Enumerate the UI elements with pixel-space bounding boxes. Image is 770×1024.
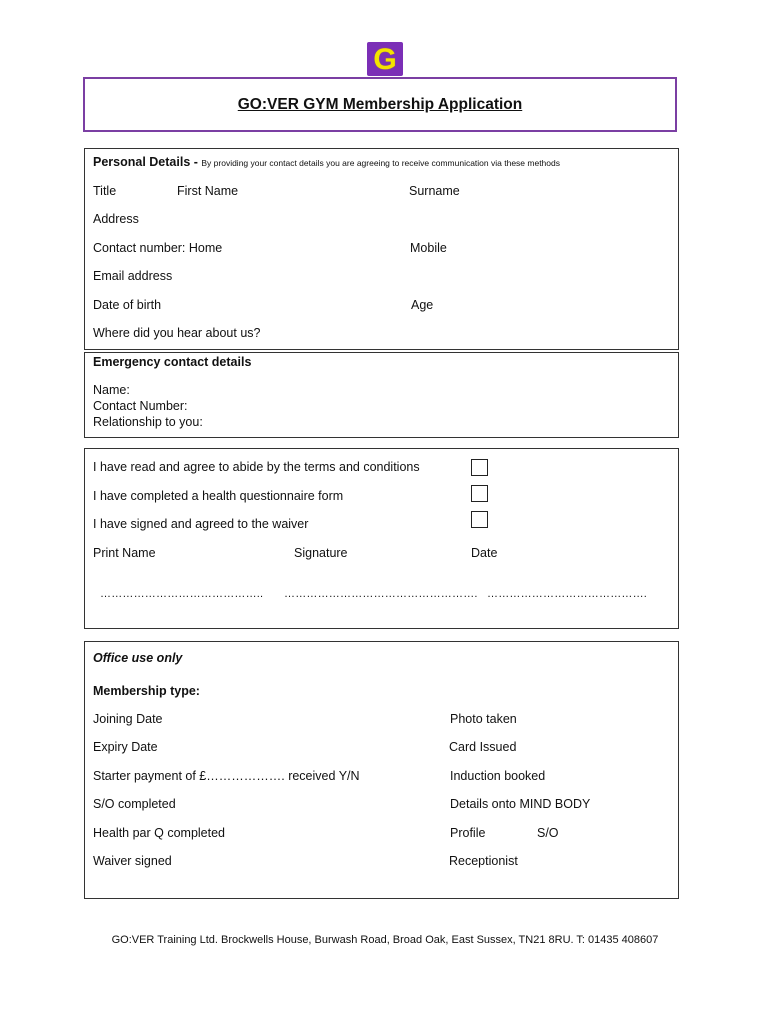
home-contact-field[interactable]: Contact number: Home [93, 241, 223, 255]
signature-line[interactable]: ……………………………………………. [284, 588, 478, 600]
health-questionnaire-checkbox[interactable] [471, 485, 488, 502]
mobile-field[interactable]: Mobile [410, 241, 447, 255]
card-issued-field[interactable]: Card Issued [449, 740, 517, 754]
personal-details-heading-line [93, 155, 560, 169]
date-label: Date [471, 546, 498, 560]
waiver-checkbox[interactable] [471, 511, 488, 528]
so-field[interactable]: S/O [537, 826, 559, 840]
first-name-field[interactable]: First Name [177, 184, 239, 198]
personal-details-note: By providing your contact details you are agreeing to receive communication via these methods [201, 158, 560, 168]
print-name-label: Print Name [93, 546, 156, 560]
terms-checkbox[interactable] [471, 459, 488, 476]
footer-address: GO:VER Training Ltd. Brockwells House, Burwash Road, Broad Oak, East Sussex, TN21 8RU. T: 01435 408607 [111, 934, 659, 946]
personal-details-heading: Personal Details - [93, 155, 202, 169]
starter-payment-field[interactable]: Starter payment of £………………. received Y/N [93, 769, 360, 783]
surname-field[interactable]: Surname [409, 184, 460, 198]
print-name-line[interactable]: …………………………………….. [100, 588, 264, 600]
emergency-heading: Emergency contact details [93, 355, 252, 369]
page-title: GO:VER GYM Membership Application [237, 95, 523, 113]
date-line[interactable]: ……………………………………. [487, 588, 648, 600]
induction-booked-field[interactable]: Induction booked [450, 769, 546, 783]
email-field[interactable]: Email address [93, 269, 173, 283]
title-box [83, 77, 677, 132]
mind-body-field[interactable]: Details onto MIND BODY [450, 797, 591, 811]
age-field[interactable]: Age [411, 298, 434, 312]
so-completed-field[interactable]: S/O completed [93, 797, 176, 811]
profile-field[interactable]: Profile [450, 826, 486, 840]
hear-about-us-field[interactable]: Where did you hear about us? [93, 326, 261, 340]
expiry-date-field[interactable]: Expiry Date [93, 740, 158, 754]
health-questionnaire-label: I have completed a health questionnaire form [93, 489, 344, 503]
membership-type-field[interactable]: Membership type: [93, 684, 200, 698]
office-use-section [84, 641, 679, 899]
receptionist-field[interactable]: Receptionist [449, 854, 518, 868]
office-use-heading: Office use only [93, 651, 183, 665]
logo-letter: G [373, 42, 397, 76]
waiver-signed-field[interactable]: Waiver signed [93, 854, 172, 868]
waiver-label: I have signed and agreed to the waiver [93, 517, 309, 531]
personal-details-section [84, 148, 679, 350]
emergency-name-field[interactable]: Name: [93, 383, 130, 397]
emergency-relationship-field[interactable]: Relationship to you: [93, 415, 203, 429]
health-par-q-field[interactable]: Health par Q completed [93, 826, 226, 840]
joining-date-field[interactable]: Joining Date [93, 712, 163, 726]
address-field[interactable]: Address [93, 212, 139, 226]
photo-taken-field[interactable]: Photo taken [450, 712, 517, 726]
dob-field[interactable]: Date of birth [93, 298, 162, 312]
terms-label: I have read and agree to abide by the terms and conditions [93, 460, 420, 474]
title-field[interactable]: Title [93, 184, 117, 198]
signature-label: Signature [294, 546, 348, 560]
emergency-contact-section [84, 352, 679, 438]
emergency-contact-number-field[interactable]: Contact Number: [93, 399, 188, 413]
gover-logo [367, 42, 403, 76]
consent-section [84, 448, 679, 629]
